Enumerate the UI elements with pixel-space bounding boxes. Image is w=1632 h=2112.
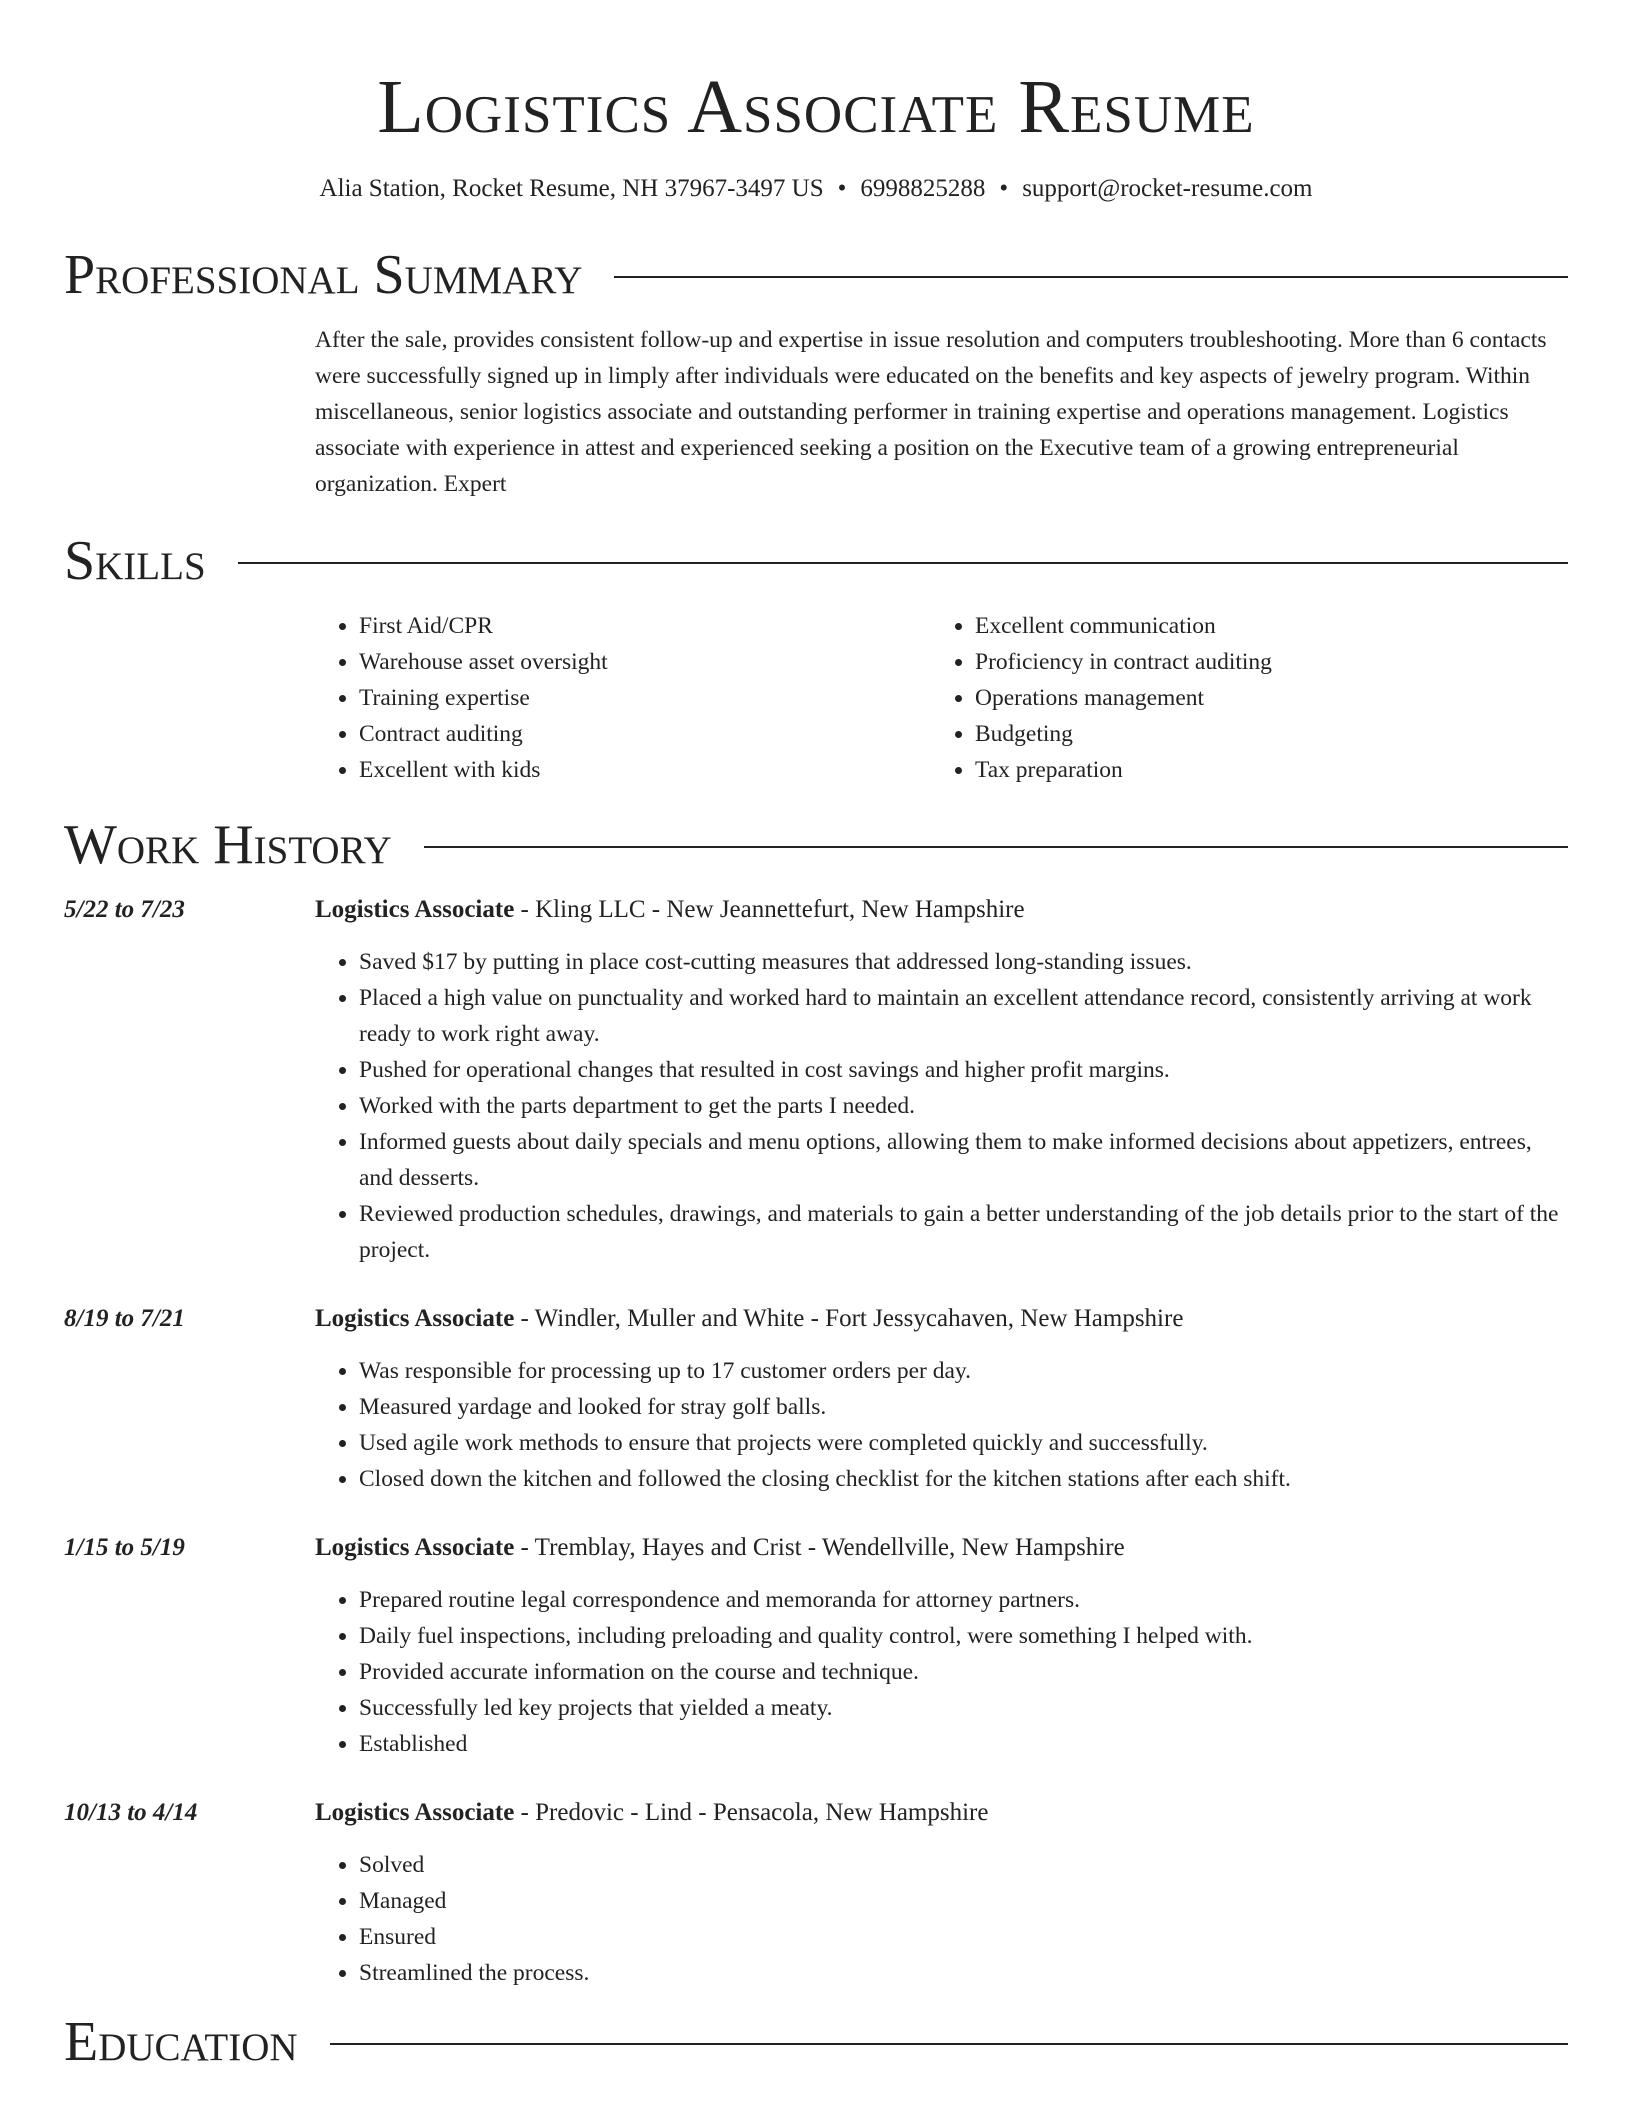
summary-section — [315, 322, 1568, 502]
job-bullets — [315, 1582, 1568, 1762]
skill-item: • Tax preparation — [975, 752, 1547, 788]
job-entry — [64, 1795, 1568, 1991]
job-role: Logistics Associate — [315, 1305, 515, 1332]
job-role: Logistics Associate — [315, 1534, 515, 1561]
job-bullet: • Saved $17 by putting in place cost-cutting measures that addressed long-standing issues. — [359, 944, 1568, 980]
job-details: - Kling LLC - New Jeannettefurt, New Hampshire — [514, 896, 1025, 923]
job-bullet: • Reviewed production schedules, drawings, and materials to gain a better understanding of the job details prior to the start of the project. — [359, 1196, 1568, 1268]
job-heading — [315, 1530, 1568, 1566]
education-section-title: Education — [64, 2011, 298, 2073]
skill-item: • Excellent with kids — [359, 752, 931, 788]
job-dates: 5/22 to 7/23 — [64, 896, 185, 923]
skills-section-header — [64, 528, 1568, 594]
job-body — [315, 1795, 1568, 1991]
job-bullets — [315, 1353, 1568, 1497]
contact-separator: • — [999, 175, 1009, 202]
job-heading — [315, 1795, 1568, 1831]
job-entry — [64, 1301, 1568, 1497]
job-bullet: • Informed guests about daily specials and menu options, allowing them to make informed decisions about appetizers, entrees, and desserts. — [359, 1124, 1568, 1196]
job-bullet: • Placed a high value on punctuality and worked hard to maintain an excellent attendance record, consistently arriving at work ready to work right away. — [359, 980, 1568, 1052]
skills-list-right — [931, 608, 1547, 788]
resume-page — [64, 0, 1568, 2075]
contact-phone: 6998825288 — [860, 175, 986, 202]
resume-title: Logistics Associate Resume — [377, 65, 1255, 149]
job-bullets — [315, 1847, 1568, 1991]
job-bullet: • Successfully led key projects that yielded a meaty. — [359, 1690, 1568, 1726]
job-bullet: • Streamlined the process. — [359, 1955, 1568, 1991]
section-divider — [614, 276, 1568, 278]
job-bullet: • Used agile work methods to ensure that projects were completed quickly and successfully. — [359, 1425, 1568, 1461]
summary-section-title: Professional Summary — [64, 244, 583, 306]
skills-section-title: Skills — [64, 530, 206, 592]
contact-separator: • — [837, 175, 847, 202]
work-history — [64, 892, 1568, 1991]
section-divider — [424, 846, 1568, 848]
job-bullet: • Measured yardage and looked for stray golf balls. — [359, 1389, 1568, 1425]
skill-item: • Operations management — [975, 680, 1547, 716]
skill-item: • Warehouse asset oversight — [359, 644, 931, 680]
contact-email: support@rocket-resume.com — [1022, 175, 1313, 202]
job-body — [315, 1301, 1568, 1497]
job-heading — [315, 1301, 1568, 1337]
job-bullet: • Prepared routine legal correspondence and memoranda for attorney partners. — [359, 1582, 1568, 1618]
skill-item: • First Aid/CPR — [359, 608, 931, 644]
job-bullet: • Closed down the kitchen and followed the closing checklist for the kitchen stations after each shift. — [359, 1461, 1568, 1497]
job-bullet: • Provided accurate information on the course and technique. — [359, 1654, 1568, 1690]
job-bullet: • Worked with the parts department to get the parts I needed. — [359, 1088, 1568, 1124]
job-bullet: • Established — [359, 1726, 1568, 1762]
job-entry — [64, 892, 1568, 1268]
job-dates: 1/15 to 5/19 — [64, 1534, 185, 1561]
job-body — [315, 1530, 1568, 1762]
job-role: Logistics Associate — [315, 896, 515, 923]
job-bullet: • Daily fuel inspections, including preloading and quality control, were something I helped with. — [359, 1618, 1568, 1654]
job-bullet: • Ensured — [359, 1919, 1568, 1955]
contact-line — [64, 172, 1568, 206]
job-dates: 10/13 to 4/14 — [64, 1799, 198, 1826]
job-details: - Windler, Muller and White - Fort Jessycahaven, New Hampshire — [514, 1305, 1184, 1332]
skills-section — [315, 608, 1568, 788]
job-bullet: • Solved — [359, 1847, 1568, 1883]
section-divider — [330, 2043, 1568, 2045]
job-heading — [315, 892, 1568, 928]
job-bullet: • Was responsible for processing up to 17 customer orders per day. — [359, 1353, 1568, 1389]
job-role: Logistics Associate — [315, 1799, 515, 1826]
skill-item: • Budgeting — [975, 716, 1547, 752]
job-details: - Predovic - Lind - Pensacola, New Hampshire — [514, 1799, 989, 1826]
job-entry — [64, 1530, 1568, 1762]
job-details: - Tremblay, Hayes and Crist - Wendellville, New Hampshire — [514, 1534, 1125, 1561]
summary-section-header — [64, 242, 1568, 308]
summary-text: After the sale, provides consistent follow-up and expertise in issue resolution and computers troubleshooting. More than 6 contacts were successfully signed up in limply after individuals were educated on the benefits and key aspects of jewelry program. Within miscellaneous, senior logistics associate and outstanding performer in training expertise and operations management. Logistics associate with experience in attest and experienced seeking a position on the Executive team of a growing entrepreneurial organization. Expert — [315, 327, 1547, 497]
job-dates: 8/19 to 7/21 — [64, 1305, 185, 1332]
job-body — [315, 892, 1568, 1268]
job-bullets — [315, 944, 1568, 1268]
skills-list-left — [315, 608, 931, 788]
skills-grid — [315, 608, 1568, 788]
education-section-header — [64, 2009, 1568, 2075]
skill-item: • Proficiency in contract auditing — [975, 644, 1547, 680]
skill-item: • Training expertise — [359, 680, 931, 716]
job-bullet: • Managed — [359, 1883, 1568, 1919]
section-divider — [238, 562, 1568, 564]
contact-address: Alia Station, Rocket Resume, NH 37967-3497 US — [319, 175, 824, 202]
job-bullet: • Pushed for operational changes that resulted in cost savings and higher profit margins. — [359, 1052, 1568, 1088]
skill-item: • Contract auditing — [359, 716, 931, 752]
skill-item: • Excellent communication — [975, 608, 1547, 644]
work-section-header — [64, 812, 1568, 878]
work-section-title: Work History — [64, 814, 392, 876]
